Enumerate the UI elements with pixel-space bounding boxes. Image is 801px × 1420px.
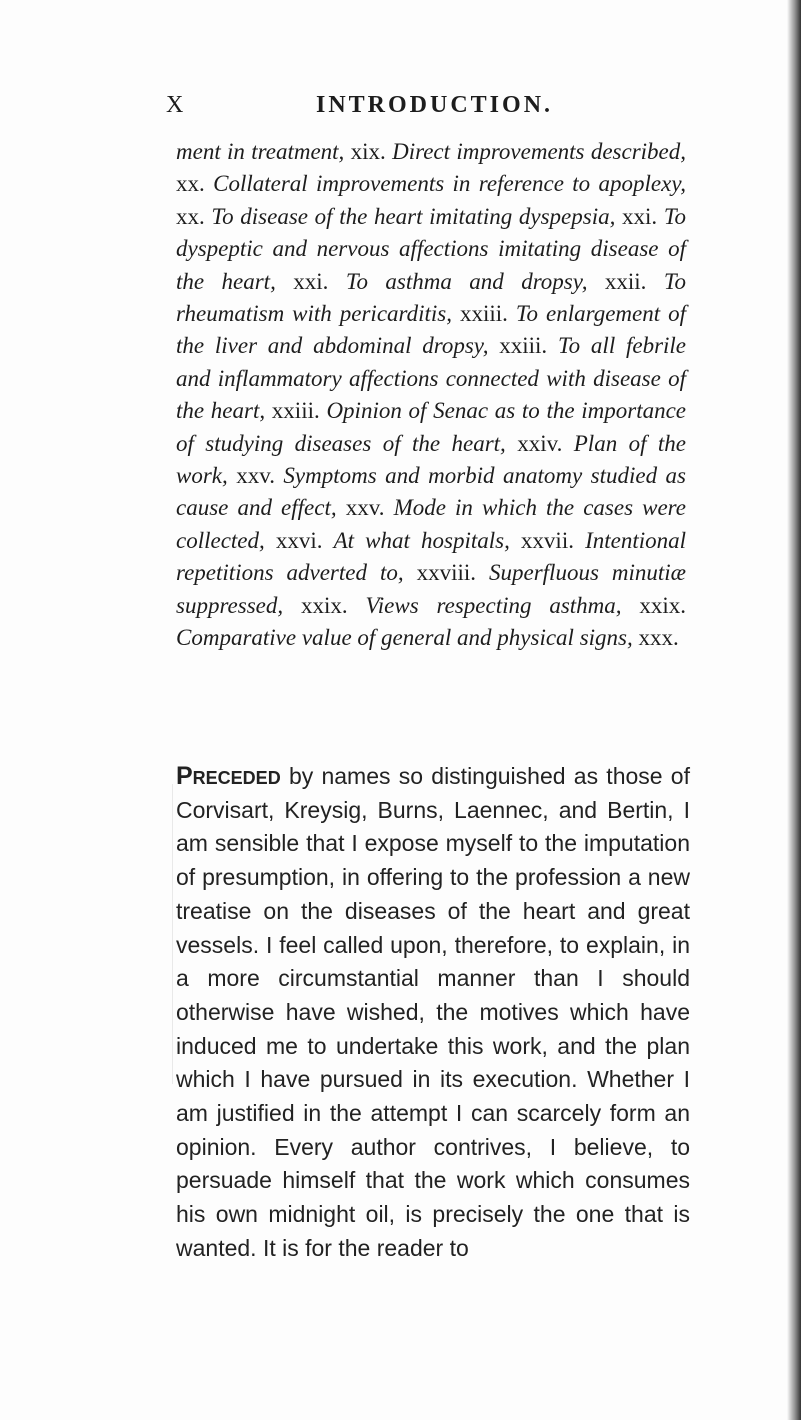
summary-topic: To enlargement of the liver and abdominal dropsy, bbox=[176, 301, 687, 359]
summary-topic: To asthma and dropsy, bbox=[345, 268, 588, 294]
summary-page-ref: xx. bbox=[176, 171, 214, 197]
summary-page-ref: xx. bbox=[176, 203, 212, 229]
page-number: X bbox=[166, 92, 185, 118]
running-head: INTRODUCTION. bbox=[316, 92, 554, 118]
summary-page-ref: xxv. bbox=[336, 495, 394, 521]
summary-topic: Comparative value of general and physical signs, bbox=[176, 625, 633, 651]
paragraph-text: by names so distinguished as those of Corvisart, Kreysig, Burns, Laennec, and Bertin, I am sensible that I expose myself to the imputation of presumption, in offering to the profession a new treatise on the diseases of the heart and great vessels. I feel called upon, therefore, to explain, in a more circumstantial manner than I should otherwise have wished, the motives which have induced me to undertake this work, and the plan which I have pursued in its execution. Whether I am justified in the attempt I can scarcely form an opinion. Every author contrives, I believe, to persuade himself that the work which consumes his own midnight oil, is precisely the one that is wanted. It is for the reader to bbox=[176, 763, 690, 1261]
summary-page-ref: xix. bbox=[344, 139, 393, 164]
summary-page-ref: xxiv. bbox=[505, 430, 574, 456]
summary-page-ref: xxiii. bbox=[265, 398, 327, 424]
summary-topic: Opinion of Senac as to the importance of studying diseases of the heart, bbox=[176, 398, 687, 456]
page-header bbox=[166, 92, 686, 126]
summary-topic: To rheumatism with pericarditis, bbox=[176, 268, 687, 327]
summary-topic: ment in treatment, bbox=[176, 139, 345, 164]
summary-page-ref: xxx. bbox=[632, 625, 679, 651]
summary-topic: To dyspeptic and nervous affections imitating disease of the heart, bbox=[176, 203, 687, 294]
summary-page-ref: xxvii. bbox=[509, 527, 586, 553]
summary-page-ref: xxii. bbox=[587, 268, 664, 294]
paragraph-lead-word: Preceded bbox=[176, 762, 281, 790]
summary-topic: Views respecting asthma, bbox=[365, 592, 622, 618]
summary-topic: To all febrile and inflammatory affections connected with disease of the heart, bbox=[176, 333, 687, 424]
margin-mark bbox=[172, 784, 173, 1084]
summary-page-ref: xxv. bbox=[227, 463, 284, 489]
summary-page-ref: xxvi. bbox=[264, 527, 334, 553]
summary-page-ref: xxiii. bbox=[452, 301, 516, 327]
summary-topic: Intentional repetitions adverted to, bbox=[176, 527, 687, 586]
summary-page-ref: xxix. bbox=[621, 592, 687, 618]
summary-topic: Symptoms and morbid anatomy studied as cause and effect, bbox=[176, 463, 686, 521]
summary-page-ref: xxiii. bbox=[488, 333, 558, 359]
summary-page-ref: xxix. bbox=[283, 592, 366, 618]
body-paragraph bbox=[176, 760, 690, 1266]
page-edge-shadow bbox=[787, 0, 801, 1420]
summary-topic: Collateral improvements in reference to apoplexy, bbox=[213, 171, 687, 197]
summary-topic: Plan of the work, bbox=[176, 430, 686, 489]
summary-page-ref: xxviii. bbox=[403, 560, 489, 586]
summary-page-ref: xxi. bbox=[275, 268, 346, 294]
summary-page-ref: xxi. bbox=[615, 203, 664, 229]
summary-topic: Direct improvements described, bbox=[392, 139, 686, 164]
summary-topic: Mode in which the cases were collected, bbox=[176, 495, 686, 553]
summary-topic: To disease of the heart imitating dyspepsia, bbox=[211, 203, 616, 229]
chapter-summary bbox=[176, 136, 686, 655]
summary-topic: At what hospitals, bbox=[333, 527, 510, 553]
summary-topic: Superfluous minutiæ suppressed, bbox=[176, 560, 686, 618]
